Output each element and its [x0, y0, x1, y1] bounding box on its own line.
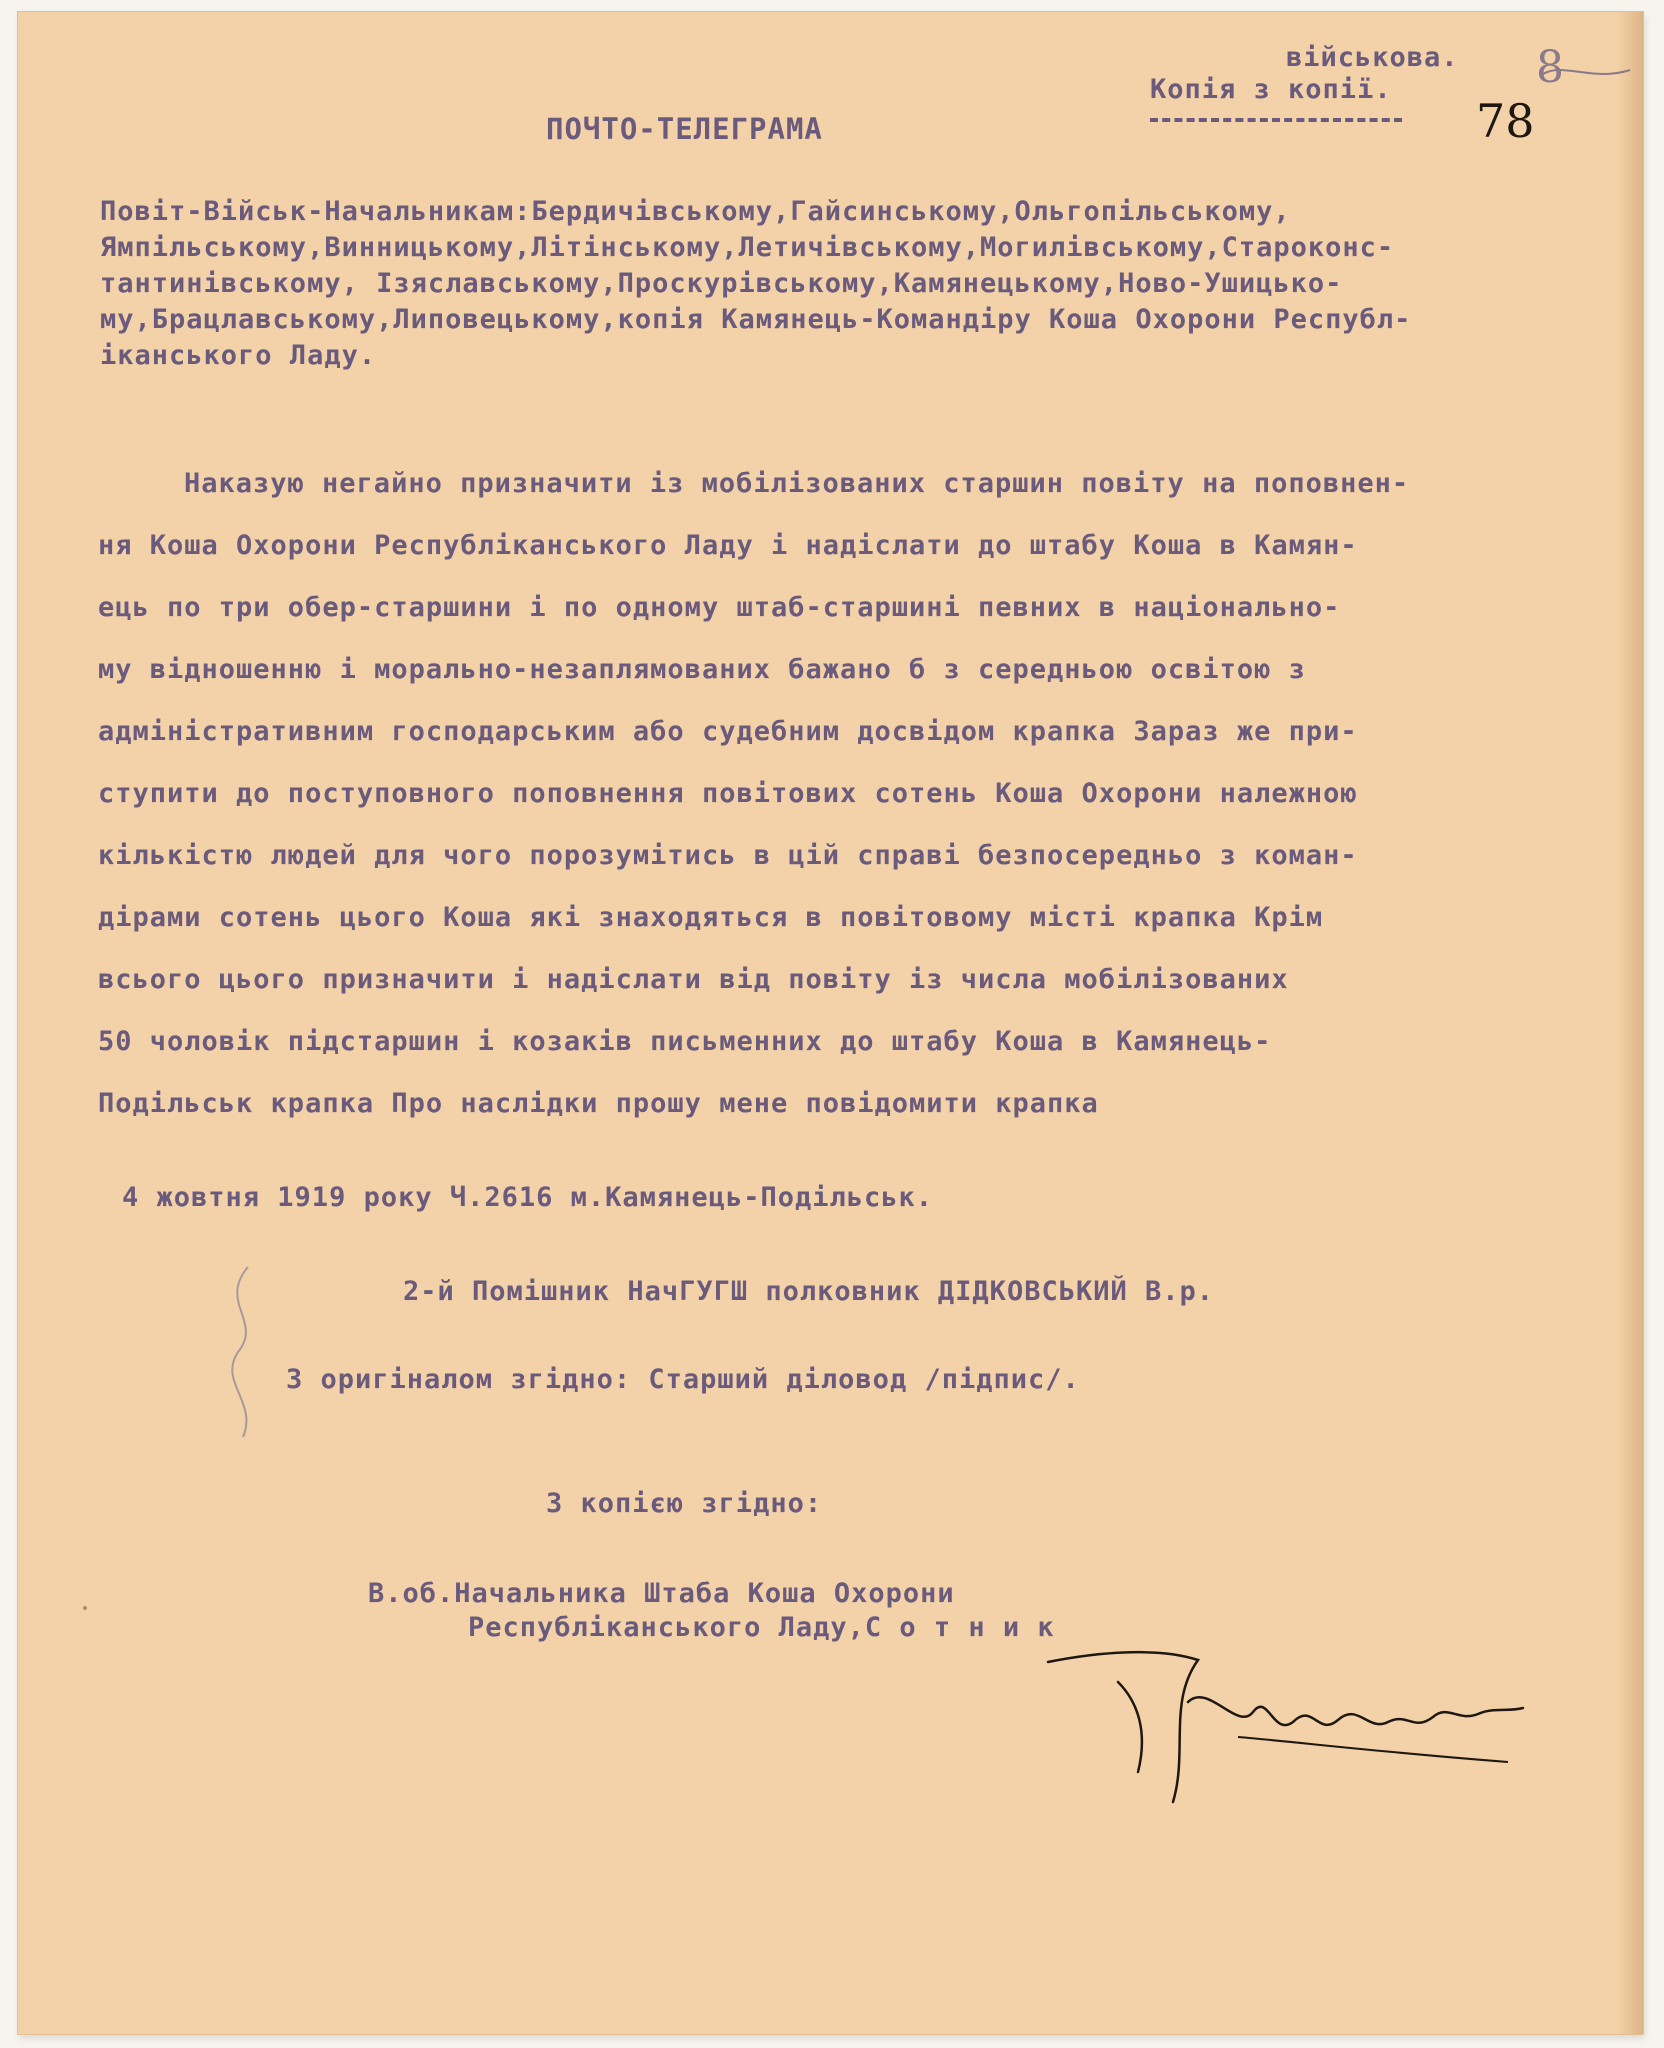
address-line: Ямпільському,Винницькому,Літінському,Летичівському,Могилівському,Староконс-	[100, 232, 1395, 263]
copy-conformity-line: З копією згідно:	[546, 1488, 823, 1519]
closing-line: Республіканського Ладу,С о т н и к	[468, 1612, 1055, 1643]
address-line: Повіт-Військ-Начальникам:Бердичівському,Гайсинському,Ольгопільському,	[100, 196, 1291, 227]
body-line: ня Коша Охорони Республіканського Ладу і надіслати до штабу Коша в Камян-	[98, 530, 1358, 561]
top-right-label: військова.	[1286, 42, 1459, 73]
address-line: іканського Ладу.	[100, 340, 377, 371]
address-line: му,Брацлавському,Липовецькому,копія Камянець-Командіру Коша Охорони Республ-	[100, 304, 1412, 335]
header-underline	[1150, 118, 1402, 122]
body-line: Наказую негайно призначити із мобілізованих старшин повіту на поповнен-	[184, 468, 1410, 499]
original-conformity-line: З оригіналом згідно: Старший діловод /підпис/.	[286, 1364, 1080, 1395]
body-line: дірами сотень цього Коша які знаходяться в повітовому місті крапка Крім	[98, 902, 1324, 933]
body-line: Подільськ крапка Про наслідки прошу мене повідомити крапка	[98, 1088, 1099, 1119]
body-line: адміністративним господарським або судебним досвідом крапка Зараз же при-	[98, 716, 1358, 747]
pencil-mark: 8	[1536, 42, 1564, 93]
copy-of-copy-label: Копія з копії.	[1150, 74, 1392, 105]
body-line: 50 чоловік підстаршин і козаків письменних до штабу Коша в Камянець-	[98, 1026, 1272, 1057]
document-page	[18, 12, 1643, 2034]
pencil-squiggle	[1538, 52, 1638, 112]
body-line: ець по три обер-старшини і по одному штаб-старшині певних в національно-	[98, 592, 1341, 623]
closing-line: В.об.Начальника Штаба Коша Охорони	[368, 1578, 955, 1609]
body-line: кількістю людей для чого порозумітись в цій справі безпосередньо з коман-	[98, 840, 1358, 871]
signature	[1038, 1642, 1538, 1822]
document-title: ПОЧТО-ТЕЛЕГРАМА	[546, 112, 823, 146]
punch-hole-dot	[83, 1606, 87, 1610]
signer-line: 2-й Помішник НачГУГШ полковник ДІДКОВСЬКИЙ В.р.	[403, 1276, 1215, 1307]
order-body	[98, 468, 1638, 1128]
pencil-bracket	[208, 1262, 288, 1442]
body-line: му відношенню і морально-незаплямованих бажано б з середньою освітою з	[98, 654, 1306, 685]
body-line: ступити до поступовного поповнення повітових сотень Коша Охорони належною	[98, 778, 1358, 809]
date-line: 4 жовтня 1919 року Ч.2616 м.Камянець-Подільськ.	[122, 1182, 934, 1213]
body-line: всього цього призначити і надіслати від повіту із числа мобілізованих	[98, 964, 1289, 995]
address-block	[100, 196, 1640, 376]
page-number: 78	[1476, 94, 1535, 148]
address-line: тантинівському, Ізяславському,Проскурівському,Камянецькому,Ново-Ушицько-	[100, 268, 1343, 299]
